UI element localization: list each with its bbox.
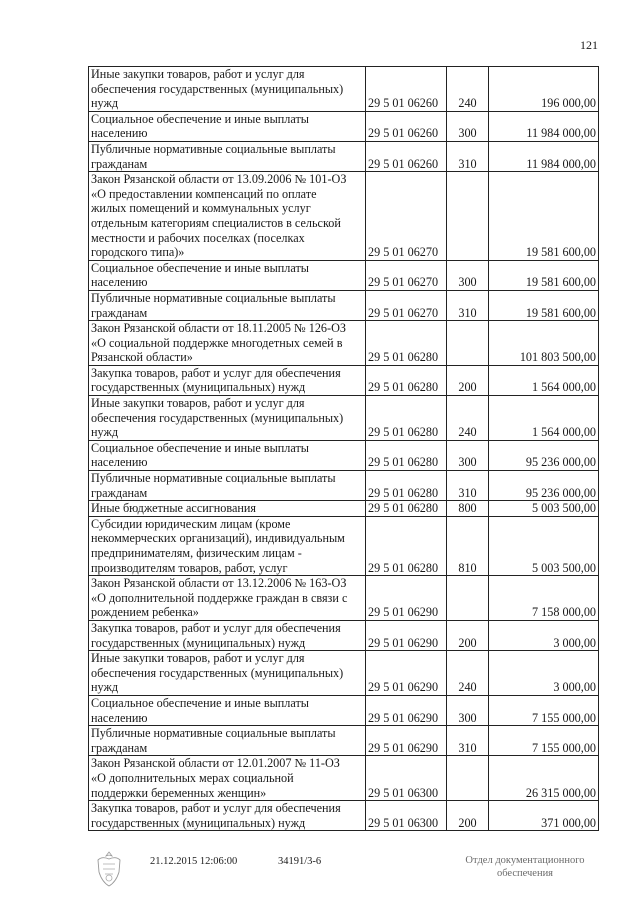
expense-type-cell: 300 — [447, 440, 489, 470]
target-article-cell: 29 5 01 06300 — [366, 756, 447, 801]
expense-name-cell — [89, 67, 366, 112]
table-row — [89, 726, 599, 756]
expense-name-line: Публичные нормативные социальные выплаты — [91, 141, 336, 156]
table-row — [89, 576, 599, 621]
expense-name-line: нужд — [91, 425, 119, 440]
expense-type-cell: 810 — [447, 516, 489, 575]
footer-doc-code: 34191/3-6 — [278, 856, 322, 867]
footer-department-line: Отдел документационного — [465, 855, 585, 866]
expense-name-cell — [89, 471, 366, 501]
expense-name-line: населению — [91, 126, 148, 141]
amount-cell: 5 003 500,00 — [489, 501, 599, 517]
expense-name-line: населению — [91, 710, 148, 725]
table-row — [89, 111, 599, 141]
table-row — [89, 756, 599, 801]
expense-name-line: государственных (муниципальных) нужд — [91, 380, 306, 395]
amount-cell: 5 003 500,00 — [489, 516, 599, 575]
expense-name-cell — [89, 756, 366, 801]
amount-cell: 7 158 000,00 — [489, 576, 599, 621]
amount-cell: 7 155 000,00 — [489, 695, 599, 725]
expense-name-cell — [89, 321, 366, 366]
target-article-cell: 29 5 01 06290 — [366, 620, 447, 650]
target-article-cell: 29 5 01 06280 — [366, 501, 447, 517]
expense-name-line: Социальное обеспечение и иные выплаты — [91, 695, 309, 710]
target-article-cell: 29 5 01 06290 — [366, 651, 447, 696]
amount-cell: 7 155 000,00 — [489, 726, 599, 756]
amount-cell: 19 581 600,00 — [489, 290, 599, 320]
expense-type-cell: 200 — [447, 620, 489, 650]
footer-department-line: обеспечения — [496, 868, 554, 879]
expense-type-cell: 300 — [447, 260, 489, 290]
amount-cell: 26 315 000,00 — [489, 756, 599, 801]
target-article-cell: 29 5 01 06260 — [366, 141, 447, 171]
expense-name-line: нужд — [91, 680, 119, 695]
expense-name-line: рождением ребенка» — [91, 605, 199, 620]
expense-name-line: отдельным категориям специалистов в сельской — [91, 215, 341, 230]
expense-name-cell — [89, 172, 366, 261]
expense-name-line: Закупка товаров, работ и услуг для обеспечения — [91, 365, 341, 380]
expense-type-cell — [447, 321, 489, 366]
expense-name-line: Публичные нормативные социальные выплаты — [91, 290, 336, 305]
target-article-cell: 29 5 01 06280 — [366, 440, 447, 470]
table-row — [89, 365, 599, 395]
expense-name-line: Рязанской области» — [91, 350, 193, 365]
amount-cell: 19 581 600,00 — [489, 172, 599, 261]
expense-name-cell — [89, 801, 366, 831]
expense-name-line: Закон Рязанской области от 18.11.2005 № 126-ОЗ — [91, 321, 346, 336]
amount-cell: 101 803 500,00 — [489, 321, 599, 366]
target-article-cell: 29 5 01 06290 — [366, 695, 447, 725]
table-row — [89, 516, 599, 575]
table-row — [89, 67, 599, 112]
expense-name-cell — [89, 365, 366, 395]
table-row — [89, 620, 599, 650]
expense-name-cell — [89, 440, 366, 470]
expense-name-cell — [89, 695, 366, 725]
expense-type-cell — [447, 576, 489, 621]
expense-name-cell — [89, 111, 366, 141]
expense-type-cell: 310 — [447, 471, 489, 501]
table-row — [89, 260, 599, 290]
expense-name-line: Закупка товаров, работ и услуг для обеспечения — [91, 801, 341, 816]
table-row — [89, 290, 599, 320]
expense-name-line: населению — [91, 275, 148, 290]
budget-table-body — [89, 67, 599, 831]
table-row — [89, 471, 599, 501]
target-article-cell: 29 5 01 06290 — [366, 726, 447, 756]
expense-type-cell: 240 — [447, 67, 489, 112]
expense-type-cell: 240 — [447, 651, 489, 696]
expense-type-cell: 200 — [447, 801, 489, 831]
table-row — [89, 321, 599, 366]
expense-name-line: Закупка товаров, работ и услуг для обеспечения — [91, 620, 341, 635]
expense-name-cell — [89, 516, 366, 575]
expense-type-cell — [447, 756, 489, 801]
expense-name-cell — [89, 576, 366, 621]
expense-name-line: гражданам — [91, 485, 148, 500]
expense-name-cell — [89, 141, 366, 171]
expense-name-cell — [89, 260, 366, 290]
expense-name-line: некоммерческих организаций), индивидуальным — [91, 531, 345, 546]
expense-name-line: предпринимателям, физическим лицам - — [91, 546, 302, 560]
target-article-cell: 29 5 01 06280 — [366, 321, 447, 366]
budget-table — [88, 66, 599, 831]
amount-cell: 11 984 000,00 — [489, 111, 599, 141]
expense-type-cell — [447, 172, 489, 261]
target-article-cell: 29 5 01 06280 — [366, 396, 447, 441]
expense-name-line: Социальное обеспечение и иные выплаты — [91, 111, 309, 126]
footer-datetime: 21.12.2015 12:06:00 — [150, 856, 238, 867]
expense-name-line: «О предоставлении компенсаций по оплате — [91, 186, 317, 201]
target-article-cell: 29 5 01 06280 — [366, 365, 447, 395]
expense-name-cell — [89, 290, 366, 320]
table-row — [89, 172, 599, 261]
expense-name-line: «О социальной поддержке многодетных семей в — [91, 335, 343, 350]
expense-name-line: Иные закупки товаров, работ и услуг для — [91, 67, 305, 81]
amount-cell: 19 581 600,00 — [489, 260, 599, 290]
target-article-cell: 29 5 01 06270 — [366, 260, 447, 290]
target-article-cell: 29 5 01 06260 — [366, 111, 447, 141]
expense-name-line: государственных (муниципальных) нужд — [91, 815, 306, 830]
expense-name-line: Социальное обеспечение и иные выплаты — [91, 440, 309, 455]
coat-of-arms-icon — [92, 850, 126, 888]
target-article-cell: 29 5 01 06270 — [366, 290, 447, 320]
expense-name-cell — [89, 651, 366, 696]
footer-department — [440, 854, 610, 880]
expense-type-cell: 800 — [447, 501, 489, 517]
page-number: 121 — [580, 38, 598, 52]
expense-name-cell — [89, 726, 366, 756]
table-row — [89, 501, 599, 517]
expense-name-line: Иные закупки товаров, работ и услуг для — [91, 396, 305, 411]
expense-name-line: Закон Рязанской области от 13.12.2006 № 163-ОЗ — [91, 576, 347, 591]
target-article-cell: 29 5 01 06260 — [366, 67, 447, 112]
table-row — [89, 141, 599, 171]
expense-name-line: населению — [91, 455, 148, 470]
expense-name-line: «О дополнительной поддержке граждан в связи с — [91, 590, 348, 605]
expense-name-line: Социальное обеспечение и иные выплаты — [91, 260, 309, 275]
table-row — [89, 396, 599, 441]
expense-type-cell: 310 — [447, 726, 489, 756]
amount-cell: 3 000,00 — [489, 651, 599, 696]
amount-cell: 1 564 000,00 — [489, 396, 599, 441]
expense-type-cell: 240 — [447, 396, 489, 441]
expense-name-line: жилых помещений и коммунальных услуг — [91, 201, 311, 216]
target-article-cell: 29 5 01 06280 — [366, 516, 447, 575]
expense-name-line: Закон Рязанской области от 12.01.2007 № 11-ОЗ — [91, 756, 340, 771]
expense-name-line: поддержки беременных женщин» — [91, 785, 267, 800]
table-row — [89, 440, 599, 470]
expense-name-line: «О дополнительных мерах социальной — [91, 770, 294, 785]
target-article-cell: 29 5 01 06290 — [366, 576, 447, 621]
amount-cell: 95 236 000,00 — [489, 440, 599, 470]
expense-name-line: производителям товаров, работ, услуг — [91, 560, 288, 575]
expense-name-line: гражданам — [91, 740, 148, 755]
expense-type-cell: 310 — [447, 290, 489, 320]
amount-cell: 11 984 000,00 — [489, 141, 599, 171]
expense-type-cell: 310 — [447, 141, 489, 171]
expense-name-line: Публичные нормативные социальные выплаты — [91, 471, 336, 486]
expense-name-line: гражданам — [91, 305, 148, 320]
expense-name-line: Иные бюджетные ассигнования — [91, 501, 257, 516]
table-row — [89, 651, 599, 696]
expense-name-line: обеспечения государственных (муниципальных) — [91, 81, 344, 96]
table-row — [89, 801, 599, 831]
expense-type-cell: 300 — [447, 695, 489, 725]
expense-name-line: Субсидии юридическим лицам (кроме — [91, 516, 291, 531]
expense-name-line: Иные закупки товаров, работ и услуг для — [91, 651, 305, 666]
target-article-cell: 29 5 01 06280 — [366, 471, 447, 501]
target-article-cell: 29 5 01 06300 — [366, 801, 447, 831]
amount-cell: 95 236 000,00 — [489, 471, 599, 501]
amount-cell: 3 000,00 — [489, 620, 599, 650]
expense-name-line: государственных (муниципальных) нужд — [91, 635, 306, 650]
expense-type-cell: 200 — [447, 365, 489, 395]
amount-cell: 1 564 000,00 — [489, 365, 599, 395]
expense-name-line: обеспечения государственных (муниципальных) — [91, 665, 344, 680]
expense-name-cell — [89, 620, 366, 650]
expense-name-line: гражданам — [91, 156, 148, 171]
amount-cell: 371 000,00 — [489, 801, 599, 831]
expense-type-cell: 300 — [447, 111, 489, 141]
expense-name-line: нужд — [91, 96, 119, 111]
expense-name-line: Публичные нормативные социальные выплаты — [91, 726, 336, 741]
amount-cell: 196 000,00 — [489, 67, 599, 112]
table-row — [89, 695, 599, 725]
expense-name-line: Закон Рязанской области от 13.09.2006 № 101-ОЗ — [91, 172, 347, 187]
page-footer — [0, 850, 640, 890]
expense-name-cell — [89, 501, 366, 517]
expense-name-cell — [89, 396, 366, 441]
expense-name-line: городского типа)» — [91, 245, 185, 260]
expense-name-line: обеспечения государственных (муниципальных) — [91, 410, 344, 425]
expense-name-line: местности и рабочих поселках (поселках — [91, 230, 305, 245]
target-article-cell: 29 5 01 06270 — [366, 172, 447, 261]
